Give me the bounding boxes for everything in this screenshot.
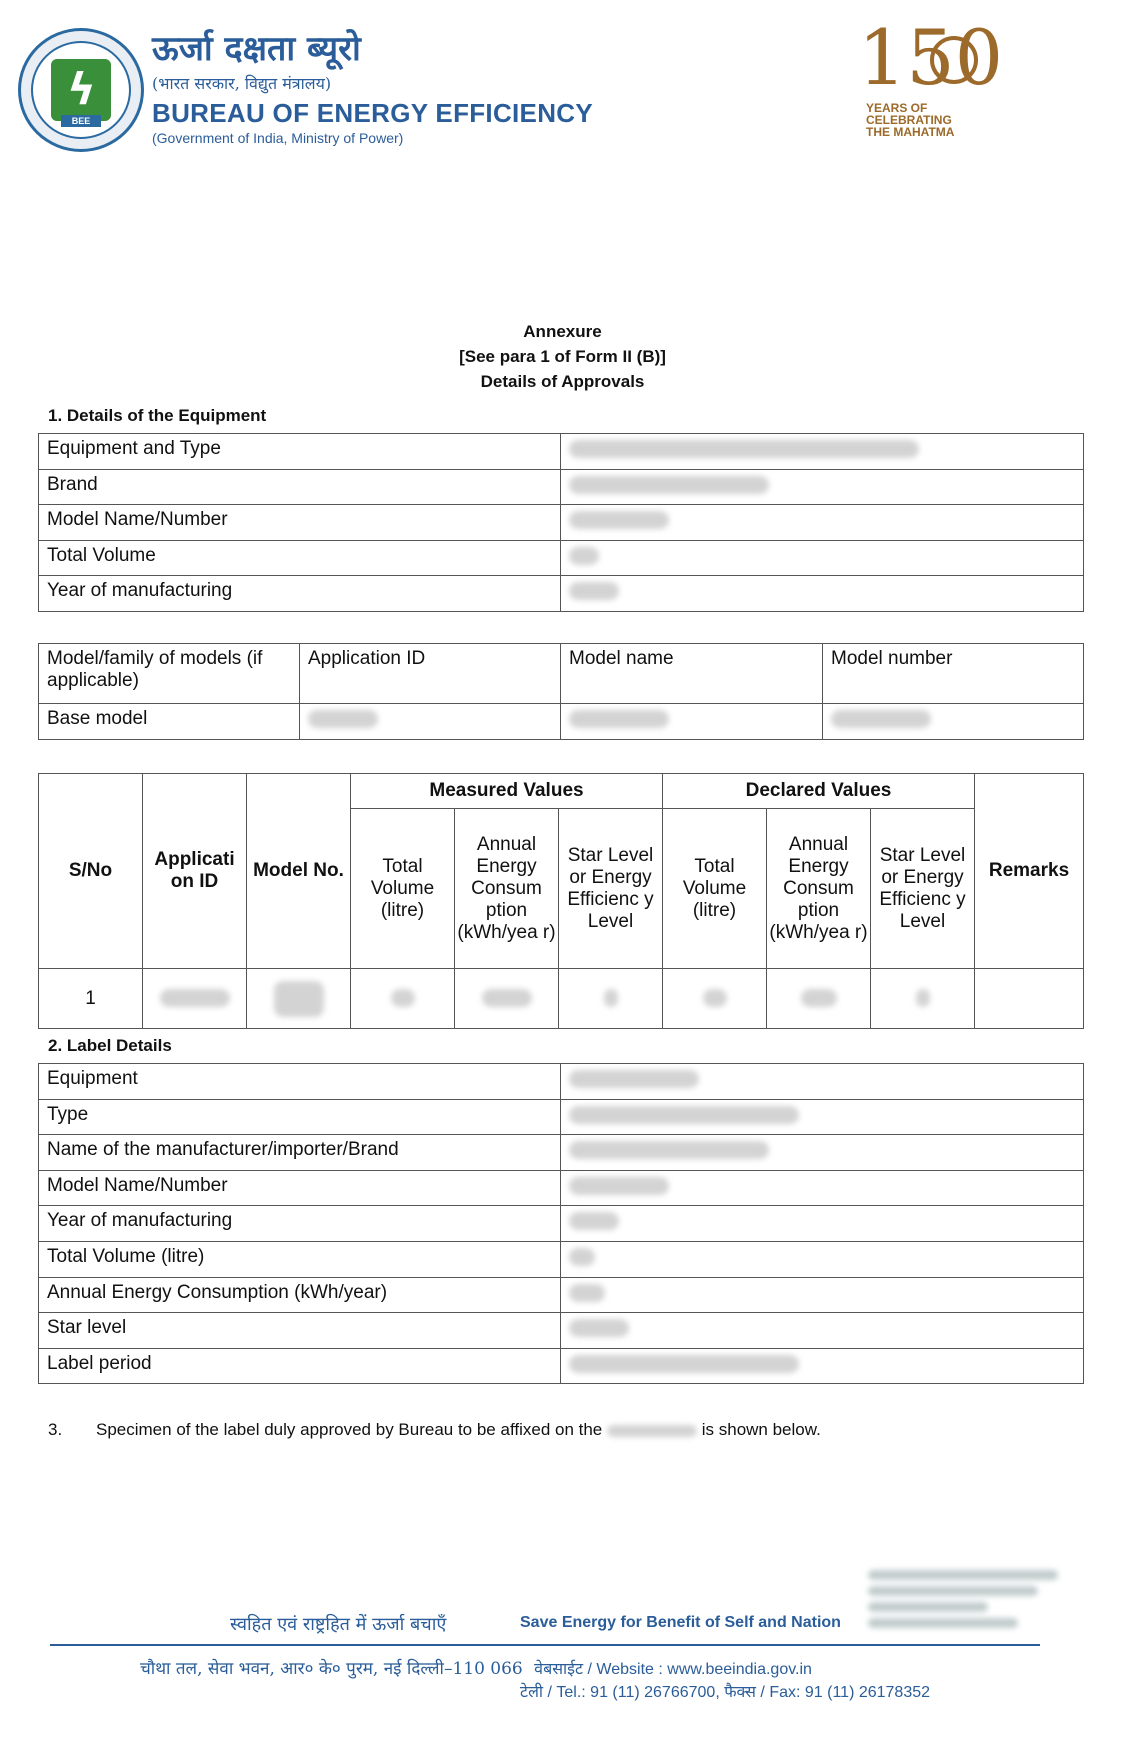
annexure-title: Annexure <box>523 322 602 341</box>
header-declared-values: Declared Values <box>663 774 975 809</box>
footer-address-line <box>140 1656 812 1679</box>
header-measured-annual-energy: Annual Energy Consum ption (kWh/yea r) <box>455 809 559 969</box>
table-row <box>39 469 1084 505</box>
base-model-label: Base model <box>39 704 300 740</box>
row-label: Equipment and Type <box>39 434 561 470</box>
row-value-redacted <box>561 505 1084 541</box>
header-sno: S/No <box>39 774 143 969</box>
logo-text: BEE <box>61 115 101 127</box>
values-table <box>38 773 1084 1029</box>
row-value-redacted <box>561 1135 1084 1171</box>
cell-redacted <box>143 969 247 1029</box>
footer-address-hindi: चौथा तल, सेवा भवन, आर० के० पुरम, नई दिल्ली–110 066 <box>140 1659 523 1679</box>
redacted-stamp <box>868 1564 1068 1636</box>
footer-slogan-hindi: स्वहित एवं राष्ट्रहित में ऊर्जा बचाएँ <box>230 1614 447 1635</box>
subtitle-english: (Government of India, Ministry of Power) <box>152 130 404 146</box>
cell-redacted <box>823 704 1084 740</box>
header-model-name: Model name <box>561 644 823 704</box>
cell-redacted <box>561 704 823 740</box>
model-family-table <box>38 643 1084 740</box>
table-row <box>39 1170 1084 1206</box>
row-label: Model Name/Number <box>39 505 561 541</box>
row-label: Name of the manufacturer/importer/Brand <box>39 1135 561 1171</box>
bee-logo <box>18 28 144 152</box>
table-row <box>39 704 1084 740</box>
header-application-id: Application ID <box>300 644 561 704</box>
table-row <box>39 1135 1084 1171</box>
row-label: Year of manufacturing <box>39 576 561 612</box>
annexure-subtitle: Details of Approvals <box>480 372 645 391</box>
row-value-redacted <box>561 434 1084 470</box>
title-english: BUREAU OF ENERGY EFFICIENCY <box>152 98 593 128</box>
gandhi-number: 150 <box>858 13 1004 102</box>
row-value-redacted <box>561 540 1084 576</box>
header-declared-annual-energy: Annual Energy Consum ption (kWh/yea r) <box>767 809 871 969</box>
gandhi-caption-line: THE MAHATMA <box>866 125 955 139</box>
row-value-redacted <box>561 1277 1084 1313</box>
row-value-redacted <box>561 469 1084 505</box>
header-measured-total-volume: Total Volume (litre) <box>351 809 455 969</box>
subtitle-hindi: (भारत सरकार, विद्युत मंत्रालय) <box>152 74 332 93</box>
row-value-redacted <box>561 1170 1084 1206</box>
section-3-number: 3. <box>48 1420 63 1439</box>
header-model-no: Model No. <box>247 774 351 969</box>
header-measured-values: Measured Values <box>351 774 663 809</box>
footer-slogan-english: Save Energy for Benefit of Self and Nation <box>520 1614 841 1631</box>
equipment-details-table <box>38 433 1084 612</box>
annexure-reference: [See para 1 of Form II (B)] <box>459 347 666 366</box>
table-row <box>39 576 1084 612</box>
table-header-row <box>39 644 1084 704</box>
specimen-text-after: is shown below. <box>701 1420 821 1439</box>
header-application-id: Applicati on ID <box>143 774 247 969</box>
row-value-redacted <box>561 1313 1084 1349</box>
gandhi-150-logo <box>826 13 1004 142</box>
footer-divider <box>50 1644 1040 1646</box>
table-row <box>39 1241 1084 1277</box>
table-row <box>39 969 1084 1029</box>
table-row <box>39 505 1084 541</box>
cell-redacted <box>247 969 351 1029</box>
redacted-equipment <box>607 1425 697 1437</box>
charkha-icon <box>930 36 978 84</box>
title-hindi: ऊर्जा दक्षता ब्यूरो <box>152 29 361 69</box>
cell-redacted <box>455 969 559 1029</box>
cell-redacted <box>300 704 561 740</box>
table-row <box>39 1206 1084 1242</box>
header-declared-total-volume: Total Volume (litre) <box>663 809 767 969</box>
cell-redacted <box>351 969 455 1029</box>
table-header-row <box>39 774 1084 809</box>
table-row <box>39 434 1084 470</box>
row-label: Equipment <box>39 1064 561 1100</box>
row-label: Star level <box>39 1313 561 1349</box>
gandhi-caption-line: YEARS OF <box>866 101 928 115</box>
row-label: Year of manufacturing <box>39 1206 561 1242</box>
label-details-table <box>38 1063 1084 1384</box>
header-model-number: Model number <box>823 644 1084 704</box>
gandhi-caption-line: CELEBRATING <box>866 113 952 127</box>
cell-redacted <box>767 969 871 1029</box>
section-2-heading: 2. Label Details <box>48 1036 172 1055</box>
row-value-redacted <box>561 1064 1084 1100</box>
row-label: Brand <box>39 469 561 505</box>
header-measured-star-level: Star Level or Energy Efficienc y Level <box>559 809 663 969</box>
cell-redacted <box>871 969 975 1029</box>
specimen-statement <box>48 1420 821 1440</box>
row-value-redacted <box>561 1099 1084 1135</box>
row-label: Label period <box>39 1348 561 1384</box>
cell-redacted <box>663 969 767 1029</box>
row-sno: 1 <box>39 969 143 1029</box>
table-row <box>39 540 1084 576</box>
footer-tel-fax: टेली / Tel.: 91 (11) 26766700, फैक्स / Fax: 91 (11) 26178352 <box>520 1684 931 1701</box>
table-row <box>39 1064 1084 1100</box>
header-declared-star-level: Star Level or Energy Efficienc y Level <box>871 809 975 969</box>
table-row <box>39 1277 1084 1313</box>
row-label: Model Name/Number <box>39 1170 561 1206</box>
specimen-text-before: Specimen of the label duly approved by Bureau to be affixed on the <box>96 1420 603 1439</box>
row-label: Total Volume <box>39 540 561 576</box>
row-value-redacted <box>561 1241 1084 1277</box>
cell-redacted <box>559 969 663 1029</box>
lightning-icon: ϟ <box>67 64 97 115</box>
header-model-family: Model/family of models (if applicable) <box>39 644 300 704</box>
footer-website: वेबसाईट / Website : www.beeindia.gov.in <box>534 1661 812 1678</box>
row-label: Total Volume (litre) <box>39 1241 561 1277</box>
table-row <box>39 1313 1084 1349</box>
header-remarks: Remarks <box>975 774 1084 969</box>
table-row <box>39 1348 1084 1384</box>
row-value-redacted <box>561 1206 1084 1242</box>
table-row <box>39 1099 1084 1135</box>
row-value-redacted <box>561 576 1084 612</box>
row-label: Type <box>39 1099 561 1135</box>
row-value-redacted <box>561 1348 1084 1384</box>
section-1-heading: 1. Details of the Equipment <box>48 406 267 425</box>
cell-remarks <box>975 969 1084 1029</box>
row-label: Annual Energy Consumption (kWh/year) <box>39 1277 561 1313</box>
gandhi-caption <box>866 102 954 138</box>
